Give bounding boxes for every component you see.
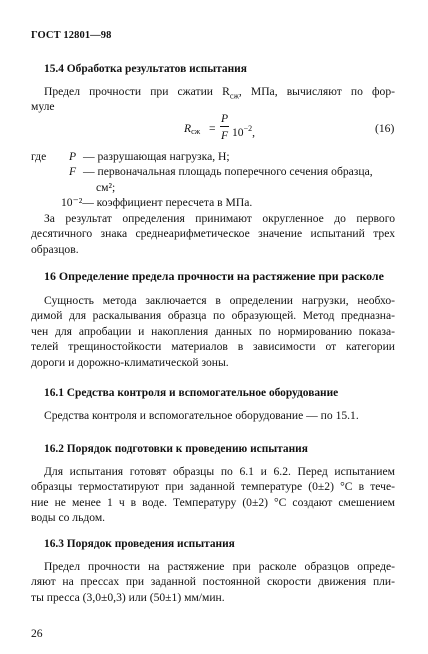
formula-numerator: P bbox=[220, 112, 229, 125]
definitions-block bbox=[0, 149, 428, 195]
section-16-2-body bbox=[31, 464, 395, 526]
s162-line-1: Для испытания готовят образцы по 6.1 и 6.2. Перед испытанием bbox=[44, 465, 395, 478]
s162-line-3: ние не менее 1 ч в воде. Температуру (0±2) °С создают смешением bbox=[31, 495, 395, 509]
section-15-4-intro bbox=[31, 84, 395, 115]
s162-line-2: образцы термостатируют при заданной температуре (0±2) °С в тече- bbox=[31, 480, 395, 494]
s16-line-5: дороги и дорожно-климатической зоны. bbox=[31, 355, 229, 369]
intro-line-2: муле bbox=[31, 100, 55, 114]
result-line-3: образцов. bbox=[31, 242, 79, 256]
section-16-1-title: 16.1 Средства контроля и вспомогательное оборудование bbox=[44, 387, 339, 399]
formula-denominator: F bbox=[220, 129, 229, 142]
coefficient-definition: 10⁻²— коэффициент пересчета в МПа. bbox=[61, 196, 253, 209]
formula-factor: $10^{-2}$, bbox=[232, 124, 256, 139]
s163-line-2: ляют на прессах при заданной постоянной скорости движения пли- bbox=[31, 575, 395, 589]
formula-equals: = bbox=[209, 122, 216, 135]
page-number: 26 bbox=[31, 627, 43, 640]
def-text-f-cont: см²; bbox=[96, 181, 116, 194]
intro-line-1: Предел прочности при сжатии $R_{сж}$, МПа, вычисляют по фор- bbox=[44, 85, 395, 101]
section-16-3-body bbox=[31, 559, 395, 605]
s163-line-3: ты пресса (3,0±0,3) или (50±1) мм/мин. bbox=[31, 590, 225, 604]
equation-number: (16) bbox=[375, 122, 395, 135]
formula-lhs: $R_{сж}$ bbox=[184, 122, 201, 136]
def-var-p: P bbox=[69, 150, 77, 163]
s163-line-1: Предел прочности на растяжение при расколе образцов опреде- bbox=[44, 560, 395, 573]
s16-line-1: Сущность метода заключается в определении нагрузки, необхо- bbox=[44, 294, 395, 307]
where-word: где bbox=[31, 150, 47, 163]
section-16-body bbox=[31, 293, 395, 370]
section-15-4-title: 15.4 Обработка результатов испытания bbox=[44, 63, 247, 75]
section-16-title: 16 Определение предела прочности на растяжение при расколе bbox=[44, 269, 384, 283]
s16-line-4: телей трещиностойкости материалов в зависимости от категории bbox=[31, 340, 395, 354]
running-header: ГОСТ 12801—98 bbox=[31, 30, 112, 41]
section-16-2-title: 16.2 Порядок подготовки к проведению испытания bbox=[44, 443, 308, 455]
section-16-3-title: 16.3 Порядок проведения испытания bbox=[44, 538, 235, 550]
s16-line-3: чен для апробации и накопления данных по нормированию показа- bbox=[31, 324, 395, 338]
result-line-2: десятичного знака среднеарифметическое значение испытаний трех bbox=[31, 227, 395, 241]
result-line-1: За результат определения принимают округленное до первого bbox=[44, 212, 395, 225]
s16-line-2: димой для раскалывания образца по образующей. Метод предназна- bbox=[31, 309, 395, 323]
def-var-f: F bbox=[69, 165, 77, 178]
section-16-1-body: Средства контроля и вспомогательное оборудование — по 15.1. bbox=[44, 409, 359, 422]
def-text-f: — первоначальная площадь поперечного сечения образца, bbox=[83, 165, 373, 178]
formula-fraction bbox=[220, 112, 229, 142]
s162-line-4: воды со льдом. bbox=[31, 511, 106, 525]
formula-16 bbox=[184, 112, 274, 146]
fraction-bar bbox=[220, 126, 229, 127]
def-text-p: — разрушающая нагрузка, Н; bbox=[83, 150, 230, 163]
section-15-4-result bbox=[31, 211, 395, 257]
